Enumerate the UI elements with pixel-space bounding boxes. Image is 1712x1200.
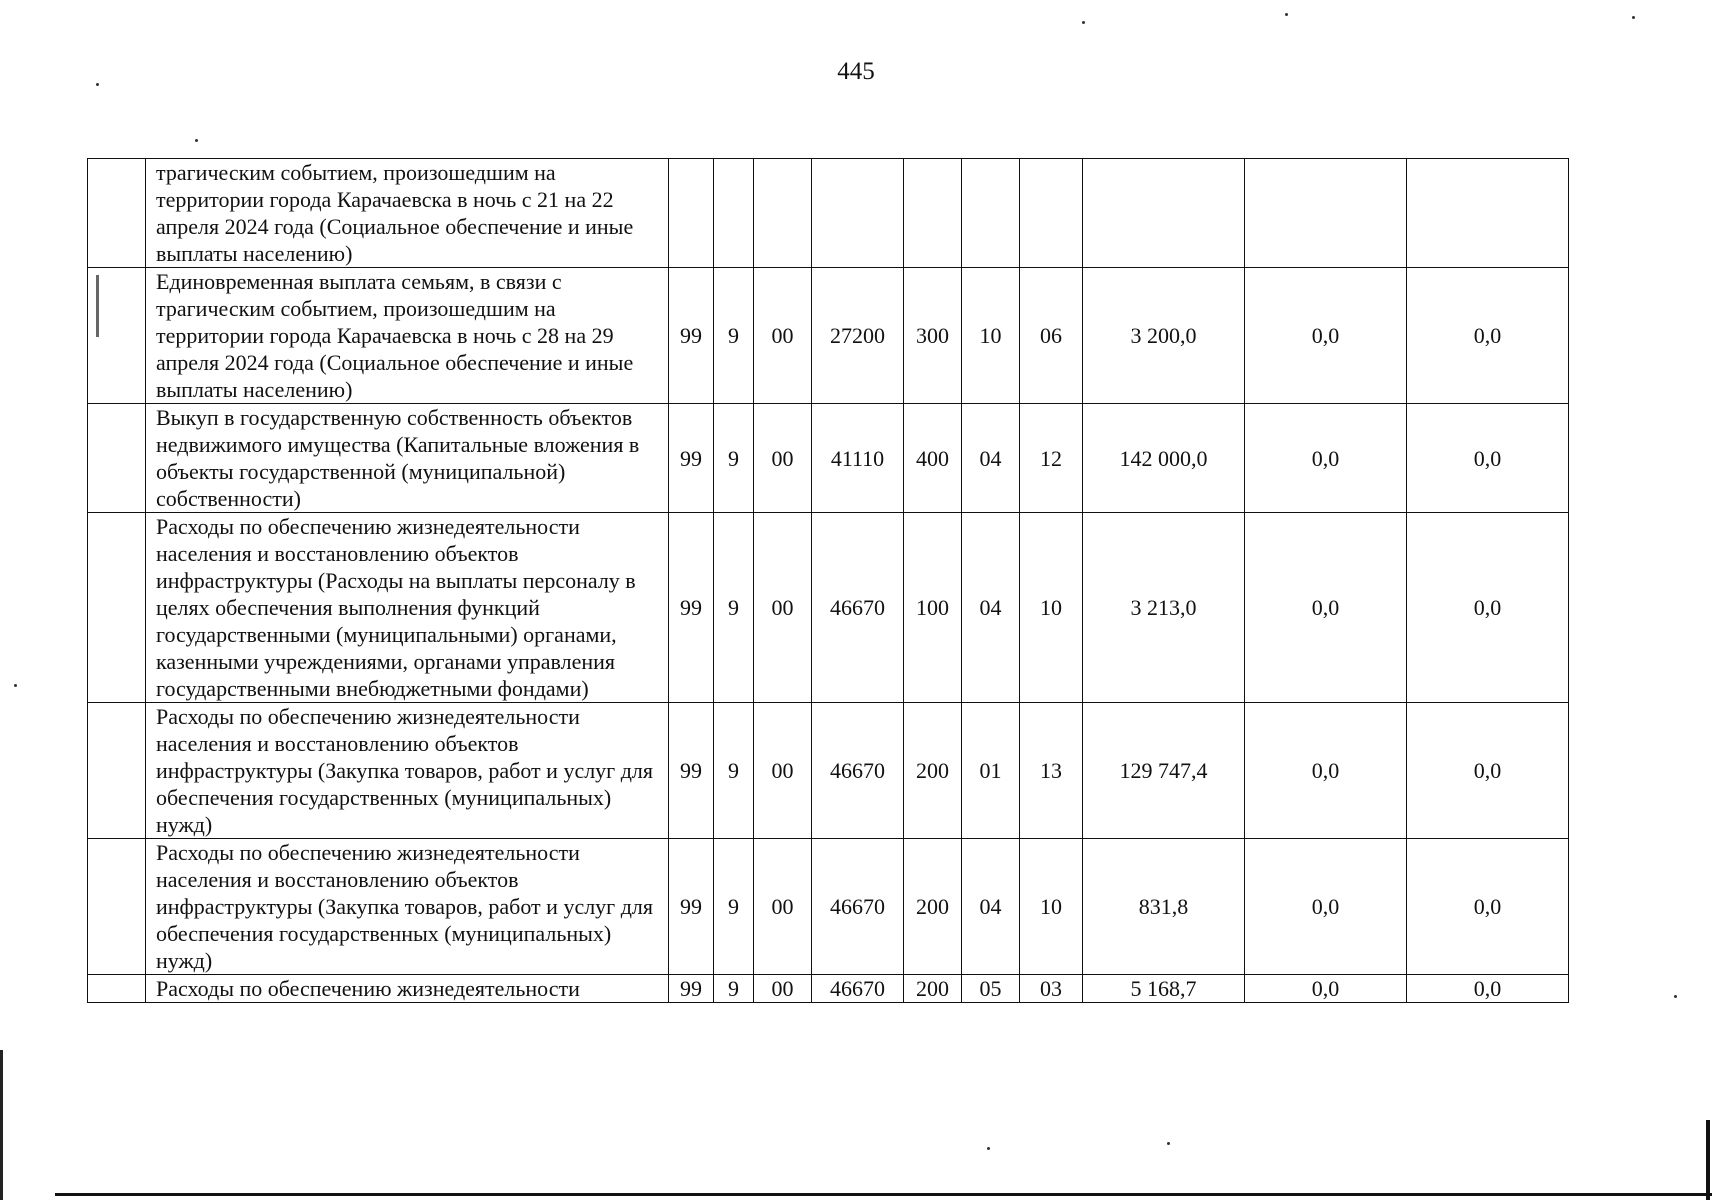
expense-name-cell: Единовременная выплата семьям, в связи с трагическим событием, произошедшим на территории города Карачаевска в ночь с 28 на 29 апреля 2024 года (Социальное обеспечение и иные выплаты населению) xyxy=(146,268,669,404)
expense-type-code-cell: 400 xyxy=(904,404,962,513)
table-row xyxy=(88,703,1569,839)
program-code-cell: 99 xyxy=(669,975,714,1003)
scan-bottom-edge xyxy=(55,1193,1712,1196)
amount-year3-cell: 0,0 xyxy=(1407,513,1569,703)
amount-year1-cell: 129 747,4 xyxy=(1083,703,1245,839)
scan-left-edge xyxy=(0,1050,3,1200)
section-code-cell: 10 xyxy=(962,268,1020,404)
amount-year1-cell: 142 000,0 xyxy=(1083,404,1245,513)
direction-code-cell: 46670 xyxy=(812,839,904,975)
section-code-cell: 05 xyxy=(962,975,1020,1003)
scan-artifact-dot xyxy=(987,1147,990,1150)
program-code-cell xyxy=(669,159,714,268)
table-row xyxy=(88,975,1569,1003)
program-code-cell: 99 xyxy=(669,703,714,839)
direction-code-cell: 46670 xyxy=(812,703,904,839)
scan-artifact-mark xyxy=(96,275,99,337)
program-code-cell: 99 xyxy=(669,404,714,513)
page-number: 445 xyxy=(837,58,875,85)
subprogram-code-cell: 9 xyxy=(714,513,754,703)
program-code-cell: 99 xyxy=(669,839,714,975)
expense-name-cell: Расходы по обеспечению жизнедеятельности населения и восстановлению объектов инфраструктуры (Закупка товаров, работ и услуг для обеспечения государственных (муниципальных) нужд) xyxy=(146,839,669,975)
subprogram-code-cell: 9 xyxy=(714,839,754,975)
row-number-cell xyxy=(88,404,146,513)
subsection-code-cell: 03 xyxy=(1020,975,1083,1003)
direction-code-cell: 41110 xyxy=(812,404,904,513)
expense-name-cell: Расходы по обеспечению жизнедеятельности населения и восстановлению объектов инфраструктуры (Закупка товаров, работ и услуг для обеспечения государственных (муниципальных) нужд) xyxy=(146,703,669,839)
row-number-cell xyxy=(88,513,146,703)
main-activity-code-cell: 00 xyxy=(754,975,812,1003)
amount-year3-cell: 0,0 xyxy=(1407,975,1569,1003)
expense-name-cell: Расходы по обеспечению жизнедеятельности населения и восстановлению объектов инфраструктуры (Расходы на выплаты персоналу в целях обеспечения выполнения функций государственными (муниципальными) органами, казенными учреждениями, органами управления государственными внебюджетными фондами) xyxy=(146,513,669,703)
main-activity-code-cell: 00 xyxy=(754,703,812,839)
direction-code-cell: 46670 xyxy=(812,513,904,703)
amount-year1-cell: 3 213,0 xyxy=(1083,513,1245,703)
amount-year2-cell: 0,0 xyxy=(1245,404,1407,513)
amount-year3-cell: 0,0 xyxy=(1407,703,1569,839)
amount-year2-cell: 0,0 xyxy=(1245,703,1407,839)
program-code-cell: 99 xyxy=(669,268,714,404)
expense-type-code-cell: 200 xyxy=(904,839,962,975)
subprogram-code-cell: 9 xyxy=(714,975,754,1003)
expense-type-code-cell: 200 xyxy=(904,703,962,839)
table-row xyxy=(88,404,1569,513)
main-activity-code-cell: 00 xyxy=(754,839,812,975)
amount-year1-cell: 3 200,0 xyxy=(1083,268,1245,404)
expense-type-code-cell: 100 xyxy=(904,513,962,703)
subsection-code-cell: 12 xyxy=(1020,404,1083,513)
scan-artifact-dot xyxy=(1167,1142,1170,1145)
subsection-code-cell: 13 xyxy=(1020,703,1083,839)
section-code-cell: 01 xyxy=(962,703,1020,839)
row-number-cell xyxy=(88,839,146,975)
amount-year1-cell: 831,8 xyxy=(1083,839,1245,975)
subprogram-code-cell: 9 xyxy=(714,404,754,513)
scan-artifact-dot xyxy=(1632,16,1635,19)
scan-artifact-dot xyxy=(1674,995,1677,998)
expense-name-cell: Расходы по обеспечению жизнедеятельности xyxy=(146,975,669,1003)
direction-code-cell: 46670 xyxy=(812,975,904,1003)
main-activity-code-cell: 00 xyxy=(754,404,812,513)
subprogram-code-cell: 9 xyxy=(714,703,754,839)
table-row xyxy=(88,159,1569,268)
direction-code-cell: 27200 xyxy=(812,268,904,404)
row-number-cell xyxy=(88,975,146,1003)
main-activity-code-cell: 00 xyxy=(754,513,812,703)
scan-artifact-dot xyxy=(1285,13,1288,16)
amount-year3-cell: 0,0 xyxy=(1407,404,1569,513)
scan-artifact-dot xyxy=(96,83,99,86)
expense-type-code-cell xyxy=(904,159,962,268)
subprogram-code-cell: 9 xyxy=(714,268,754,404)
section-code-cell: 04 xyxy=(962,513,1020,703)
amount-year3-cell: 0,0 xyxy=(1407,268,1569,404)
subsection-code-cell: 06 xyxy=(1020,268,1083,404)
subsection-code-cell: 10 xyxy=(1020,513,1083,703)
section-code-cell: 04 xyxy=(962,404,1020,513)
table-row xyxy=(88,513,1569,703)
section-code-cell xyxy=(962,159,1020,268)
row-number-cell xyxy=(88,159,146,268)
expense-type-code-cell: 200 xyxy=(904,975,962,1003)
table-row xyxy=(88,268,1569,404)
scan-artifact-dot xyxy=(14,684,17,687)
subprogram-code-cell xyxy=(714,159,754,268)
direction-code-cell xyxy=(812,159,904,268)
scan-artifact-dot xyxy=(1082,21,1085,24)
expense-type-code-cell: 300 xyxy=(904,268,962,404)
amount-year2-cell: 0,0 xyxy=(1245,513,1407,703)
budget-table xyxy=(87,158,1569,1003)
program-code-cell: 99 xyxy=(669,513,714,703)
main-activity-code-cell: 00 xyxy=(754,268,812,404)
subsection-code-cell xyxy=(1020,159,1083,268)
amount-year2-cell: 0,0 xyxy=(1245,268,1407,404)
main-activity-code-cell xyxy=(754,159,812,268)
amount-year1-cell: 5 168,7 xyxy=(1083,975,1245,1003)
expense-name-cell: Выкуп в государственную собственность объектов недвижимого имущества (Капитальные вложения в объекты государственной (муниципальной) собственности) xyxy=(146,404,669,513)
amount-year3-cell: 0,0 xyxy=(1407,839,1569,975)
amount-year1-cell xyxy=(1083,159,1245,268)
subsection-code-cell: 10 xyxy=(1020,839,1083,975)
row-number-cell xyxy=(88,703,146,839)
scan-artifact-dot xyxy=(195,139,198,142)
amount-year2-cell xyxy=(1245,159,1407,268)
section-code-cell: 04 xyxy=(962,839,1020,975)
expense-name-cell: трагическим событием, произошедшим на территории города Карачаевска в ночь с 21 на 22 апреля 2024 года (Социальное обеспечение и иные выплаты населению) xyxy=(146,159,669,268)
table-row xyxy=(88,839,1569,975)
amount-year2-cell: 0,0 xyxy=(1245,975,1407,1003)
amount-year2-cell: 0,0 xyxy=(1245,839,1407,975)
amount-year3-cell xyxy=(1407,159,1569,268)
scan-right-edge xyxy=(1706,1120,1710,1200)
